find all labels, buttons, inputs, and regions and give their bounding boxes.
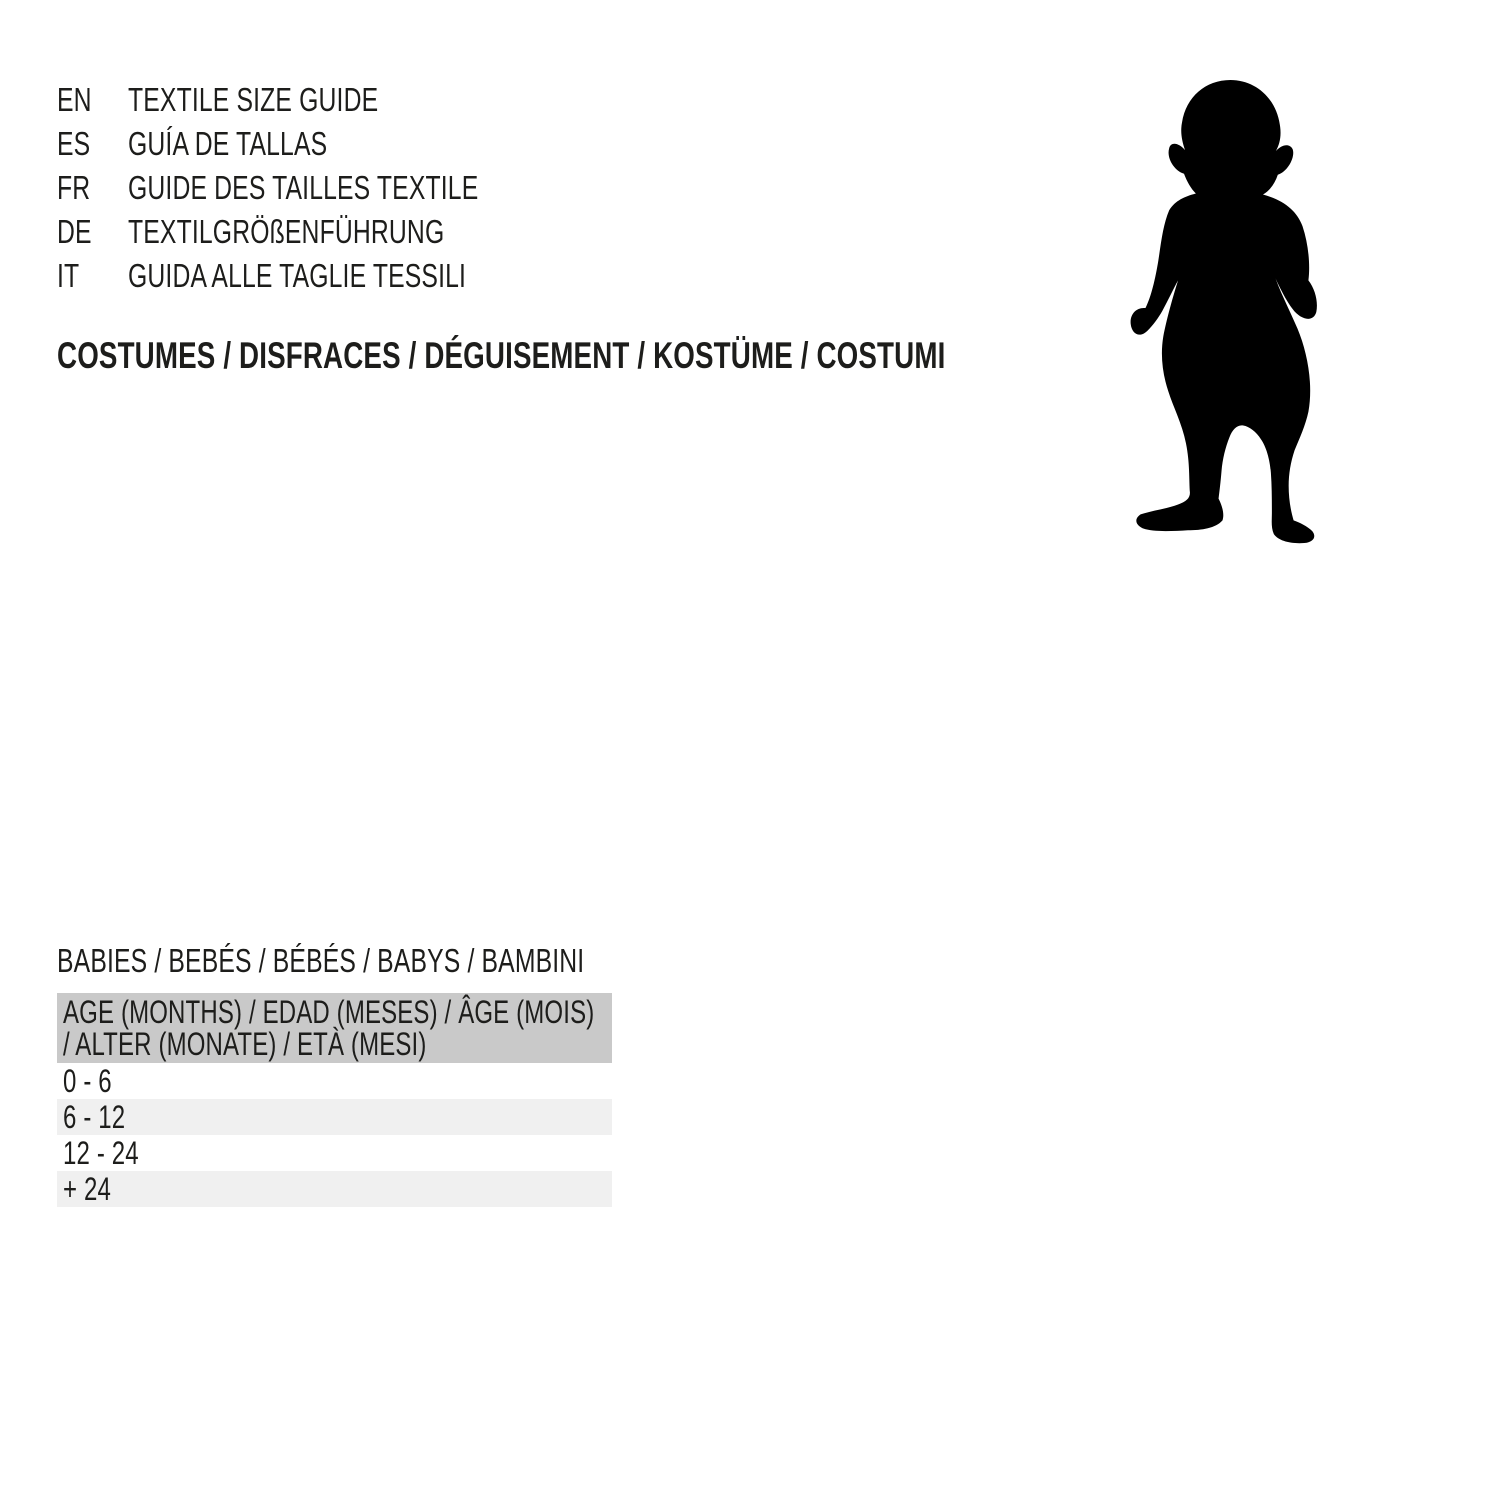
lang-code-es: ES	[57, 125, 91, 162]
lang-row-de	[57, 210, 595, 254]
lang-label-de: TEXTILGRÖßENFÜHRUNG	[128, 213, 445, 250]
lang-row-es	[57, 122, 595, 166]
table-row-age-0-6: 0 - 6	[63, 1062, 112, 1099]
category-title: COSTUMES / DISFRACES / DÉGUISEMENT / KOSTÜME / COSTUMI	[57, 335, 946, 376]
lang-code-de: DE	[57, 213, 92, 250]
table-row-age-6-12: 6 - 12	[57, 1099, 612, 1135]
table-row-age-12-24: 12 - 24	[63, 1134, 139, 1171]
lang-label-fr: GUIDE DES TAILLES TEXTILE	[128, 169, 479, 206]
table-section-title: BABIES / BEBÉS / BÉBÉS / BABYS / BAMBINI	[57, 942, 585, 979]
lang-label-it: GUIDA ALLE TAGLIE TESSILI	[128, 257, 467, 294]
age-size-table	[57, 993, 612, 1207]
baby-silhouette-path	[1131, 80, 1317, 543]
lang-label-en: TEXTILE SIZE GUIDE	[128, 81, 379, 118]
lang-row-it	[57, 254, 595, 298]
lang-code-it: IT	[57, 257, 80, 294]
baby-silhouette-icon	[1125, 78, 1322, 546]
age-table-header: AGE (MONTHS) / EDAD (MESES) / ÂGE (MOIS) / ALTER (MONATE) / ETÀ (MESI)	[57, 993, 612, 1063]
lang-code-fr: FR	[57, 169, 91, 206]
language-title-list	[57, 78, 595, 298]
lang-code-en: EN	[57, 81, 92, 118]
lang-row-fr	[57, 166, 595, 210]
lang-row-en	[57, 78, 595, 122]
table-row-age-24-plus: + 24	[57, 1171, 612, 1207]
lang-label-es: GUÍA DE TALLAS	[128, 125, 328, 162]
